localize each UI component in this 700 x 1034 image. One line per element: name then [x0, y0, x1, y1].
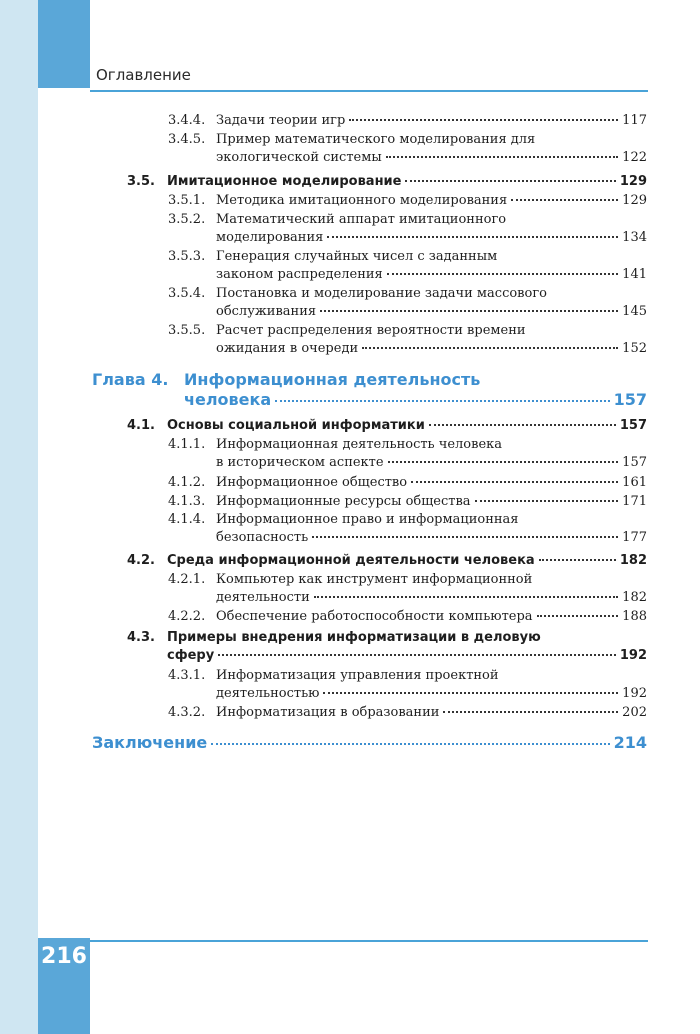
toc-page: 188	[622, 609, 647, 624]
leader-dots	[314, 596, 618, 598]
toc-page: 129	[619, 174, 647, 189]
toc-number: 4.2.2.	[168, 609, 206, 624]
chapter-page: 157	[613, 390, 647, 409]
toc-title: Информационное общество	[216, 475, 408, 490]
toc-number: 4.1.1.	[168, 437, 206, 452]
toc-title: Постановка и моделирование задачи массового	[216, 286, 547, 301]
leader-dots	[475, 500, 619, 502]
toc-entry-3-5[interactable]	[127, 173, 647, 191]
toc-page: 177	[622, 530, 647, 545]
chapter-number: Глава 4.	[92, 370, 169, 389]
leader-dots	[349, 119, 618, 121]
toc-title: Информационные ресурсы общества	[216, 494, 471, 509]
toc-title: Информатизация в образовании	[216, 705, 440, 720]
toc-title: Компьютер как инструмент информационной	[216, 572, 533, 587]
toc-conclusion[interactable]	[92, 733, 647, 753]
toc-title: Информатизация управления проектной	[216, 668, 499, 683]
leader-dots	[275, 400, 609, 402]
toc-title-cont: деятельности	[216, 590, 310, 605]
toc-page: 134	[622, 230, 647, 245]
toc-number: 4.2.1.	[168, 572, 206, 587]
toc-page: 182	[619, 553, 647, 568]
toc-title: Основы социальной информатики	[167, 418, 425, 433]
toc-number: 3.5.5.	[168, 323, 206, 338]
toc-title: Методика имитационного моделирования	[216, 193, 508, 208]
toc-entry-3-5-2[interactable]	[168, 211, 647, 247]
toc-number: 4.1.	[127, 418, 155, 433]
toc-title: Имитационное моделирование	[167, 174, 402, 189]
toc-number: 4.3.	[127, 630, 155, 645]
toc-number: 4.2.	[127, 553, 155, 568]
leader-dots	[211, 743, 609, 745]
leader-dots	[323, 692, 618, 694]
toc-title-cont: моделирования	[216, 230, 324, 245]
toc-entry-4-1-1[interactable]	[168, 436, 647, 472]
toc-title-cont: сферу	[167, 648, 215, 663]
toc-entry-3-5-5[interactable]	[168, 322, 647, 358]
toc-entry-4-1-2[interactable]	[168, 474, 647, 492]
side-band	[0, 0, 38, 1034]
toc-entry-4-3-2[interactable]	[168, 704, 647, 722]
toc-number: 4.3.1.	[168, 668, 206, 683]
toc-entry-3-4-4[interactable]	[168, 112, 647, 130]
toc-number: 4.1.3.	[168, 494, 206, 509]
leader-dots	[327, 236, 618, 238]
toc-title: Пример математического моделирования для	[216, 132, 536, 147]
toc-number: 3.5.	[127, 174, 155, 189]
toc-title: Расчет распределения вероятности времени	[216, 323, 526, 338]
toc-entry-4-2-2[interactable]	[168, 608, 647, 626]
toc-entry-4-3-1[interactable]	[168, 667, 647, 703]
conclusion-page: 214	[613, 733, 647, 752]
toc-title-cont: обслуживания	[216, 304, 317, 319]
leader-dots	[386, 156, 618, 158]
toc-entry-4-2[interactable]	[127, 552, 647, 570]
toc-title-cont: в историческом аспекте	[216, 455, 384, 470]
toc-page: 152	[622, 341, 647, 356]
toc-entry-4-3[interactable]	[127, 629, 647, 665]
toc-title: Генерация случайных чисел с заданным	[216, 249, 498, 264]
toc-page: 171	[622, 494, 647, 509]
toc-title: Задачи теории игр	[216, 113, 346, 128]
conclusion-title: Заключение	[92, 733, 208, 752]
toc-entry-3-5-1[interactable]	[168, 192, 647, 210]
toc-title-cont: ожидания в очереди	[216, 341, 359, 356]
page-number: 216	[41, 944, 87, 969]
leader-dots	[539, 559, 616, 561]
toc-page: 157	[622, 455, 647, 470]
toc-number: 4.1.2.	[168, 475, 206, 490]
header-title: Оглавление	[96, 66, 191, 84]
toc-number: 3.4.5.	[168, 132, 206, 147]
toc-number: 4.1.4.	[168, 512, 206, 527]
toc-number: 4.3.2.	[168, 705, 206, 720]
toc-page: 117	[622, 113, 647, 128]
toc-title-cont: деятельностью	[216, 686, 320, 701]
leader-dots	[429, 424, 616, 426]
toc-title: Обеспечение работоспособности компьютера	[216, 609, 533, 624]
toc-entry-3-5-4[interactable]	[168, 285, 647, 321]
leader-dots	[405, 180, 615, 182]
leader-dots	[511, 199, 618, 201]
leader-dots	[388, 461, 619, 463]
toc-number: 3.4.4.	[168, 113, 206, 128]
toc-page: 141	[622, 267, 647, 282]
toc-page: 157	[619, 418, 647, 433]
leader-dots	[312, 536, 618, 538]
toc-page: 129	[622, 193, 647, 208]
toc-page: 182	[622, 590, 647, 605]
leader-dots	[387, 273, 618, 275]
leader-dots	[537, 615, 619, 617]
leader-dots	[411, 481, 618, 483]
leader-dots	[443, 711, 618, 713]
toc-page: 122	[622, 150, 647, 165]
toc-page: 192	[619, 648, 647, 663]
toc-number: 3.5.4.	[168, 286, 206, 301]
footer-rule	[90, 940, 648, 942]
toc-number: 3.5.2.	[168, 212, 206, 227]
toc-number: 3.5.3.	[168, 249, 206, 264]
toc-entry-3-5-3[interactable]	[168, 248, 647, 284]
toc-entry-4-2-1[interactable]	[168, 571, 647, 607]
chapter-title: Информационная деятельность	[184, 370, 481, 389]
toc-page: 161	[622, 475, 647, 490]
toc-title-cont: безопасность	[216, 530, 309, 545]
leader-dots	[320, 310, 618, 312]
toc-page: 192	[622, 686, 647, 701]
leader-dots	[218, 654, 616, 656]
leader-dots	[362, 347, 618, 349]
toc-entry-4-1-3[interactable]	[168, 493, 647, 511]
toc-chapter-4[interactable]	[92, 370, 647, 410]
toc-entry-4-1[interactable]	[127, 417, 647, 435]
toc-page: 202	[622, 705, 647, 720]
header-rule	[90, 90, 648, 92]
toc-title-cont: законом распределения	[216, 267, 383, 282]
chapter-title-cont: человека	[184, 390, 272, 409]
toc-page: 145	[622, 304, 647, 319]
toc-title: Информационное право и информационная	[216, 512, 519, 527]
toc-title-cont: экологической системы	[216, 150, 382, 165]
toc-title: Примеры внедрения информатизации в деловую	[167, 630, 541, 645]
toc-entry-4-1-4[interactable]	[168, 511, 647, 547]
toc-title: Математический аппарат имитационного	[216, 212, 507, 227]
toc-number: 3.5.1.	[168, 193, 206, 208]
header-tab	[38, 0, 90, 88]
toc-entry-3-4-5[interactable]	[168, 131, 647, 167]
toc-title: Информационная деятельность человека	[216, 437, 503, 452]
toc-title: Среда информационной деятельности человека	[167, 553, 535, 568]
